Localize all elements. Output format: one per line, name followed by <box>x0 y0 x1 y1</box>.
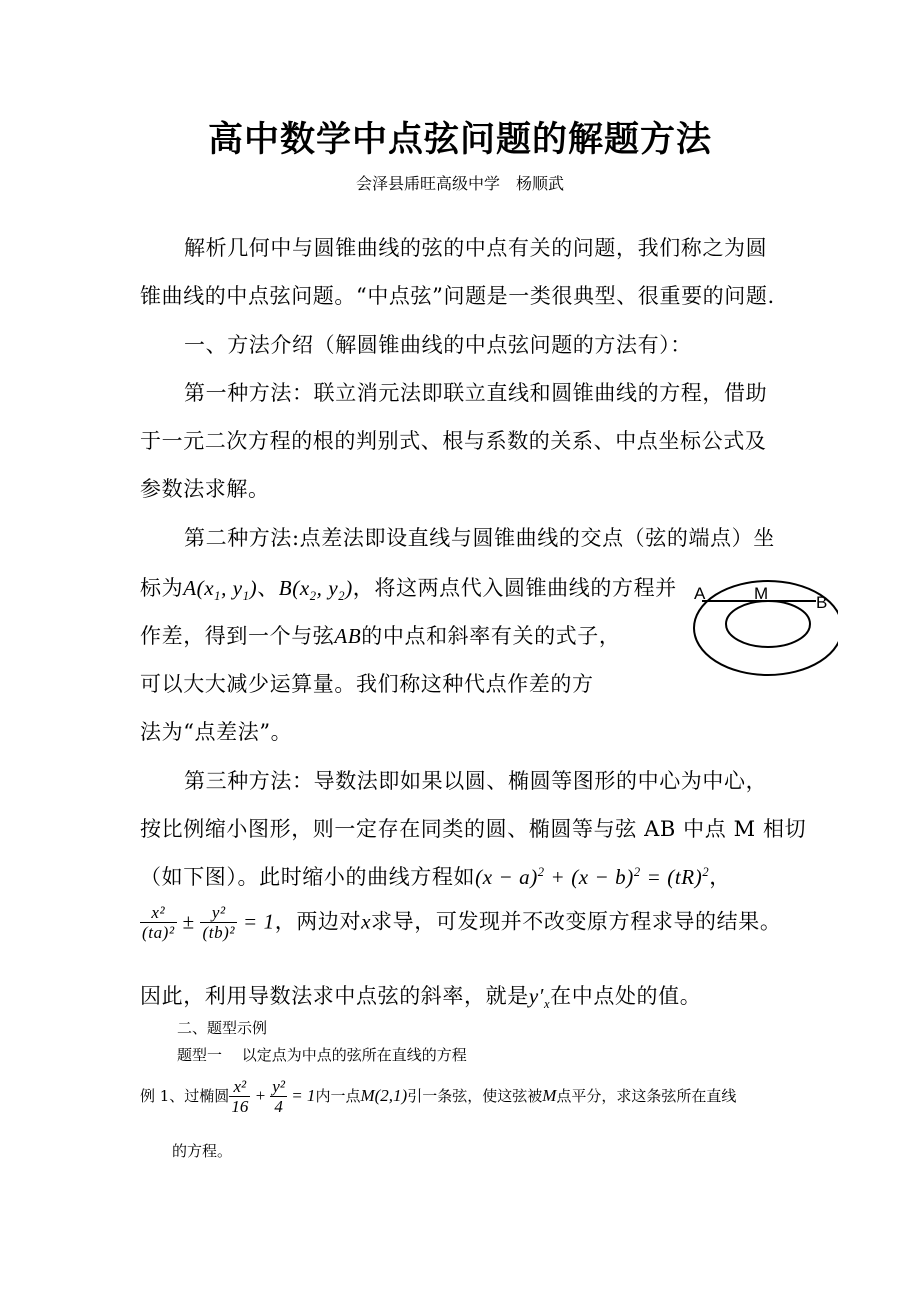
point-a-text: ) <box>249 576 258 600</box>
text-span: 的中点和斜率有关的式子， <box>361 624 621 648</box>
fraction-numerator: x² <box>140 904 177 923</box>
fraction-denominator: 4 <box>274 1096 283 1116</box>
subscript: 1 <box>242 589 250 604</box>
method-3-line-1: 第三种方法：导数法即如果以圆、椭圆等图形的中心为中心， <box>184 769 768 793</box>
exponent: 2 <box>633 865 641 879</box>
text-span: 标为 <box>140 576 184 600</box>
text-span: 在中点处的值。 <box>550 984 702 1008</box>
eq-term: (tR) <box>667 865 703 889</box>
document-title: 高中数学中点弦问题的解题方法 <box>207 119 712 160</box>
method-2-line-3 <box>140 620 620 650</box>
section-2-heading: 二、题型示例 <box>177 1019 268 1037</box>
point-m: M(2,1) <box>360 1086 408 1106</box>
method-2-line-5: 法为“点差法”。 <box>140 720 293 744</box>
point-a-text: , y <box>221 576 243 600</box>
point-b <box>278 576 353 604</box>
subscript: 2 <box>309 589 317 604</box>
exponent: 2 <box>537 865 545 879</box>
eq-term: (x − b) <box>571 865 634 889</box>
method-1-line-1: 第一种方法：联立消元法即联立直线和圆锥曲线的方程，借助 <box>184 381 768 405</box>
fraction-denominator: (tb)² <box>202 922 236 942</box>
fraction-numerator: y² <box>200 904 237 923</box>
text-span: ， <box>709 865 731 889</box>
text-span: 求导，可发现并不改变原方程求导的结果。 <box>371 909 782 934</box>
author-line: 会泽县乕旺高级中学 杨顺武 <box>355 174 564 193</box>
fraction-numerator: x² <box>229 1078 250 1097</box>
fraction-x <box>140 904 177 942</box>
scaled-curve-equation <box>475 865 709 889</box>
var-x: x <box>361 909 372 934</box>
equals-one: = 1 <box>286 1086 316 1106</box>
text-span: 内一点 <box>315 1087 361 1106</box>
separator: 、 <box>257 576 279 600</box>
text-span: ，两边对 <box>274 909 362 934</box>
intro-line-1: 解析几何中与圆锥曲线的弦的中点有关的问题，我们称之为圆 <box>184 236 768 260</box>
section-1-heading: 一、方法介绍（解圆锥曲线的中点弦问题的方法有）： <box>184 333 692 357</box>
equals-one: = 1 <box>237 909 275 934</box>
fraction-denominator: 16 <box>231 1096 249 1116</box>
method-2-line-4: 可以大大减少运算量。我们称这种代点作差的方 <box>140 672 594 696</box>
subscript: 1 <box>214 589 222 604</box>
method-3-line-5 <box>140 980 701 1012</box>
fraction-denominator: (ta)² <box>142 922 175 942</box>
fraction-y-4 <box>270 1078 287 1116</box>
point-b-text: , y <box>316 576 339 600</box>
method-2-line-1: 第二种方法:点差法即设直线与圆锥曲线的交点（弦的端点）坐 <box>184 526 775 550</box>
derivative-y <box>528 984 551 1012</box>
var-m: M <box>542 1086 557 1106</box>
exponent: 2 <box>702 865 710 879</box>
point-a <box>183 576 258 604</box>
text-span: 例 1、过椭圆 <box>140 1087 230 1106</box>
text-span: 作差，得到一个与弦 <box>140 624 335 648</box>
label-m: M <box>754 584 769 603</box>
subscript: x <box>543 997 551 1012</box>
method-1-line-3: 参数法求解。 <box>140 477 270 501</box>
inner-ellipse <box>726 601 810 647</box>
text-span: （如下图）。此时缩小的曲线方程如 <box>140 865 476 889</box>
method-2-line-2 <box>140 572 677 604</box>
example-1-line-2: 的方程。 <box>172 1142 233 1160</box>
ellipse-figure <box>688 578 838 678</box>
method-3-line-2: 按比例缩小图形，则一定存在同类的圆、椭圆等与弦 AB 中点 M 相切 <box>140 817 807 841</box>
method-3-line-3 <box>140 861 731 891</box>
text-span: 引一条弦，使这弦被 <box>407 1087 543 1106</box>
point-a-text: A(x <box>183 576 215 600</box>
plus-minus: ± <box>176 909 201 934</box>
method-3-line-4 <box>140 904 781 942</box>
chord-ab-var: AB <box>334 624 362 648</box>
label-a: A <box>694 584 706 603</box>
type-1-heading: 题型一 以定点为中点的弦所在直线的方程 <box>177 1046 467 1064</box>
fraction-y <box>200 904 237 942</box>
fraction-x-16 <box>229 1078 250 1116</box>
point-b-text: B(x <box>278 576 310 600</box>
eq-op: + <box>544 865 572 889</box>
text-span: 因此，利用导数法求中点弦的斜率，就是 <box>140 984 529 1008</box>
text-span: ，将这两点代入圆锥曲线的方程并 <box>352 576 677 600</box>
fraction-numerator: y² <box>272 1077 285 1096</box>
eq-op: = <box>640 865 668 889</box>
eq-term: (x − a) <box>475 865 538 889</box>
derivative-symbol: y′ <box>528 984 544 1008</box>
text-span: 点平分，求这条弦所在直线 <box>556 1087 737 1106</box>
intro-line-2: 锥曲线的中点弦问题。“中点弦”问题是一类很典型、很重要的问题. <box>140 284 775 308</box>
plus-sign: + <box>250 1086 271 1106</box>
subscript: 2 <box>338 589 346 604</box>
example-1-line-1 <box>140 1078 736 1116</box>
method-1-line-2: 于一元二次方程的根的判别式、根与系数的关系、中点坐标公式及 <box>140 429 767 453</box>
label-b: B <box>816 593 828 612</box>
point-b-text: ) <box>345 576 353 600</box>
